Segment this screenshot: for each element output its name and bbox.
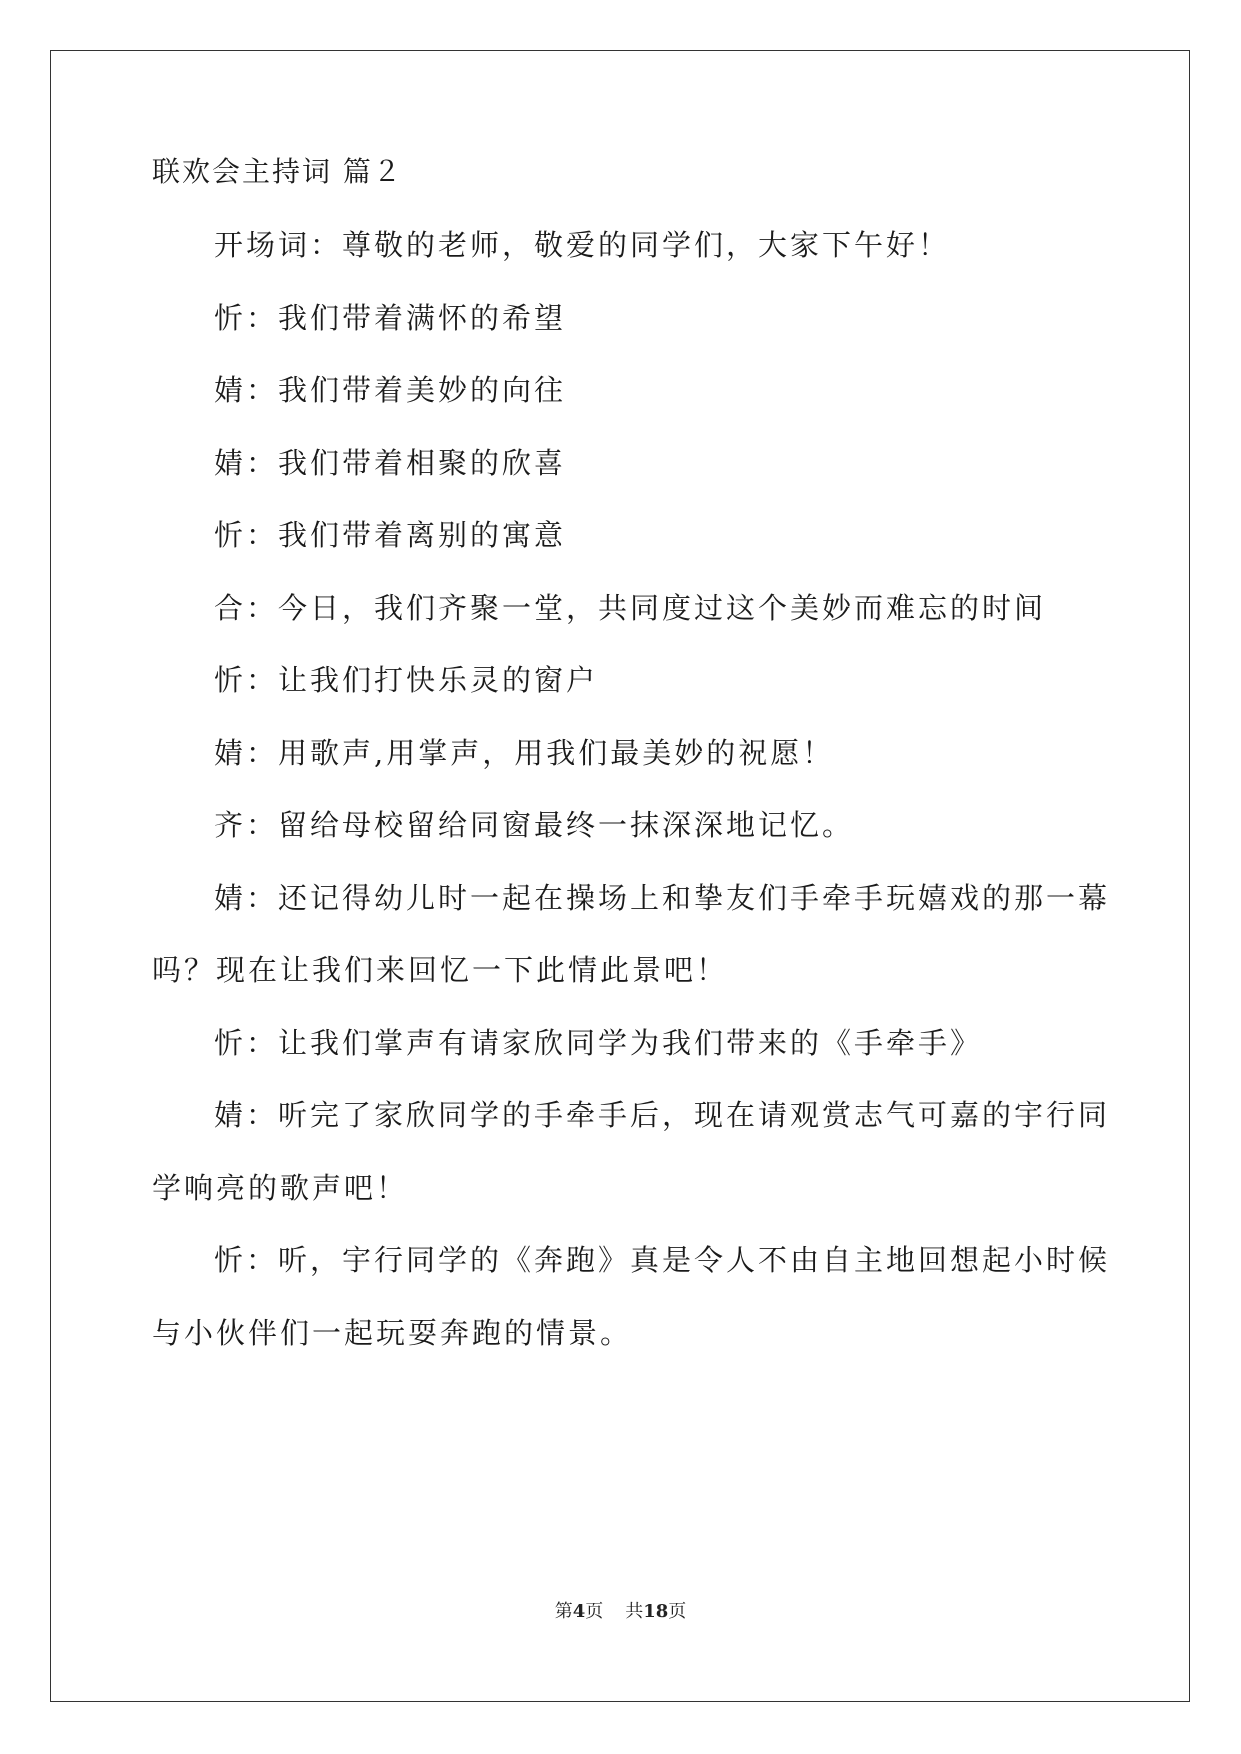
paragraph-line: 婧：听完了家欣同学的手牵手后，现在请观赏志气可嘉的宇行同: [214, 1098, 1111, 1132]
document-title: 联欢会主持词 篇２: [152, 155, 403, 188]
paragraph-line: 忻：我们带着满怀的希望: [214, 301, 567, 335]
paragraph-line: 开场词：尊敬的老师，敬爱的同学们，大家下午好！: [214, 228, 951, 262]
page-total-suffix: 页: [668, 1601, 687, 1622]
paragraph-line-continuation: 与小伙伴们一起玩耍奔跑的情景。: [152, 1316, 633, 1350]
paragraph-line: 忻：让我们打快乐灵的窗户: [214, 663, 599, 697]
page-number-suffix: 页: [585, 1601, 604, 1622]
paragraph-line: 齐：留给母校留给同窗最终一抹深深地记忆。: [214, 808, 855, 842]
paragraph-line: 婧：用歌声,用掌声，用我们最美妙的祝愿！: [214, 736, 835, 770]
paragraph-line-continuation: 学响亮的歌声吧！: [152, 1171, 409, 1205]
page-total: 18: [643, 1601, 669, 1622]
page-number-prefix: 第: [554, 1601, 573, 1622]
paragraph-line: 忻：我们带着离别的寓意: [214, 518, 567, 552]
page-footer: [0, 1600, 1241, 1624]
paragraph-line: 忻：听，宇行同学的《奔跑》真是令人不由自主地回想起小时候: [214, 1243, 1111, 1277]
paragraph-line: 合：今日，我们齐聚一堂，共同度过这个美妙而难忘的时间: [214, 591, 1047, 625]
paragraph-line: 婧：还记得幼儿时一起在操场上和挚友们手牵手玩嬉戏的那一幕: [214, 881, 1111, 915]
paragraph-line-continuation: 吗？现在让我们来回忆一下此情此景吧！: [152, 953, 729, 987]
page-total-prefix: 共: [625, 1601, 644, 1622]
paragraph-line: 忻：让我们掌声有请家欣同学为我们带来的《手牵手》: [214, 1026, 983, 1060]
paragraph-line: 婧：我们带着美妙的向往: [214, 373, 567, 407]
paragraph-line: 婧：我们带着相聚的欣喜: [214, 446, 567, 480]
page-number-current: 4: [572, 1601, 586, 1622]
